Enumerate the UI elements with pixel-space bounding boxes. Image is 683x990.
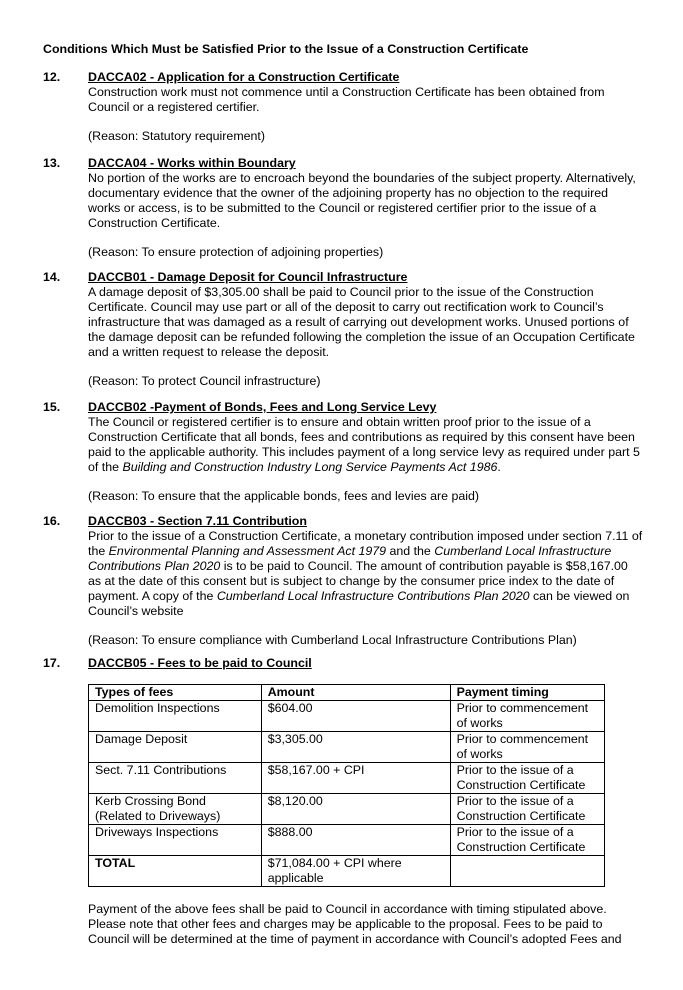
condition-reason: (Reason: To ensure protection of adjoining properties) — [88, 245, 384, 259]
fee-type: Driveways Inspections — [89, 825, 262, 856]
fee-type: Sect. 7.11 Contributions — [89, 763, 262, 794]
table-row — [89, 732, 605, 763]
condition-text-part: . — [497, 460, 501, 474]
table-row — [89, 825, 605, 856]
condition-16 — [43, 514, 643, 648]
total-timing — [450, 856, 604, 887]
fee-timing: Prior to the issue of a Construction Certificate — [450, 794, 604, 825]
total-amount: $71,084.00 + CPI where applicable — [261, 856, 450, 887]
condition-text-part: and the — [386, 544, 435, 558]
total-row — [89, 856, 605, 887]
fee-amount: $604.00 — [261, 701, 450, 732]
condition-text: No portion of the works are to encroach beyond the boundaries of the subject property. Alternatively, documentary evidence that the owner of the adjoining property has no objection to the required works or access, is to be submitted to the Council or registered certifier prior to the issue of a Construction Certificate. — [88, 171, 636, 230]
fee-timing: Prior to the issue of a Construction Certificate — [450, 763, 604, 794]
condition-text — [88, 415, 643, 475]
condition-reason: (Reason: To ensure compliance with Cumberland Local Infrastructure Contributions Plan) — [88, 633, 577, 647]
column-header: Amount — [261, 685, 450, 701]
fees-table — [88, 684, 605, 887]
condition-12 — [43, 70, 643, 144]
condition-text-part: is to be paid to Council. The amount of contribution payable is $58,167.00 as at the date of this consent but is subject to change by the consumer price index to the date of payment. A copy of the — [88, 559, 628, 603]
condition-17 — [43, 656, 643, 671]
condition-number: 14. — [43, 270, 61, 284]
condition-text-part: The Council or registered certifier is to ensure and obtain written proof prior to the issue of a Construction Certificate that all bonds, fees and contributions as required by this consent have been paid to the applicable authority. This includes payment of a long service levy as required under part 5 of the — [88, 415, 640, 474]
condition-title: DACCB03 - Section 7.11 Contribution — [88, 514, 307, 528]
fee-type: Demolition Inspections — [89, 701, 262, 732]
fee-amount: $8,120.00 — [261, 794, 450, 825]
fee-timing: Prior to commencement of works — [450, 732, 604, 763]
fee-type: Damage Deposit — [89, 732, 262, 763]
act-name: Building and Construction Industry Long Service Payments Act 1986 — [122, 460, 498, 474]
column-header: Types of fees — [89, 685, 262, 701]
condition-number: 12. — [43, 70, 61, 84]
condition-title: DACCB01 - Damage Deposit for Council Infrastructure — [88, 270, 408, 284]
plan-name: Cumberland Local Infrastructure Contributions Plan 2020 — [216, 589, 530, 603]
condition-number: 16. — [43, 514, 61, 528]
condition-reason: (Reason: Statutory requirement) — [88, 129, 265, 143]
condition-title: DACCA04 - Works within Boundary — [88, 156, 296, 170]
table-row — [89, 701, 605, 732]
fee-timing: Prior to the issue of a Construction Certificate — [450, 825, 604, 856]
plan-name: Cumberland Local Infrastructure Contributions Plan 2020 — [88, 544, 612, 573]
condition-title: DACCB02 -Payment of Bonds, Fees and Long Service Levy — [88, 400, 437, 414]
table-header-row — [89, 685, 605, 701]
total-label: TOTAL — [89, 856, 262, 887]
page-heading: Conditions Which Must be Satisfied Prior to the Issue of a Construction Certificate — [43, 42, 529, 56]
condition-text-part: can be viewed on Council’s website — [88, 589, 630, 618]
condition-title: DACCB05 - Fees to be paid to Council — [88, 656, 312, 670]
condition-text-part: Prior to the issue of a Construction Certificate, a monetary contribution imposed under section 7.11 of the — [88, 529, 643, 558]
condition-number: 17. — [43, 656, 61, 670]
fee-amount: $888.00 — [261, 825, 450, 856]
fee-type: Kerb Crossing Bond (Related to Driveways) — [89, 794, 262, 825]
condition-text: Construction work must not commence until a Construction Certificate has been obtained from Council or a registered certifier. — [88, 85, 605, 114]
condition-15 — [43, 400, 643, 504]
condition-number: 15. — [43, 400, 61, 414]
table-row — [89, 763, 605, 794]
condition-title: DACCA02 - Application for a Construction Certificate — [88, 70, 400, 84]
table-row — [89, 794, 605, 825]
fee-timing: Prior to commencement of works — [450, 701, 604, 732]
after-table-text: Payment of the above fees shall be paid to Council in accordance with timing stipulated above. Please note that other fees and charges may be applicable to the proposal. Fees to be paid to Council will be determined at the time of payment in accordance with Council’s adopted Fees and — [88, 902, 622, 946]
condition-13 — [43, 156, 643, 260]
condition-14 — [43, 270, 643, 389]
condition-number: 13. — [43, 156, 61, 170]
condition-reason: (Reason: To protect Council infrastructure) — [88, 374, 321, 388]
column-header: Payment timing — [450, 685, 604, 701]
condition-text: A damage deposit of $3,305.00 shall be paid to Council prior to the issue of the Construction Certificate. Council may use part or all of the deposit to carry out rectification work to Council’s infrastructure that was damaged as a result of carrying out development works. Unused portions of the damage deposit can be refunded following the completion the issue of an Occupation Certificate and a written request to release the deposit. — [88, 285, 635, 359]
fee-amount: $3,305.00 — [261, 732, 450, 763]
condition-text — [88, 529, 643, 619]
act-name: Environmental Planning and Assessment Act 1979 — [108, 544, 387, 558]
fee-amount: $58,167.00 + CPI — [261, 763, 450, 794]
condition-reason: (Reason: To ensure that the applicable bonds, fees and levies are paid) — [88, 489, 480, 503]
